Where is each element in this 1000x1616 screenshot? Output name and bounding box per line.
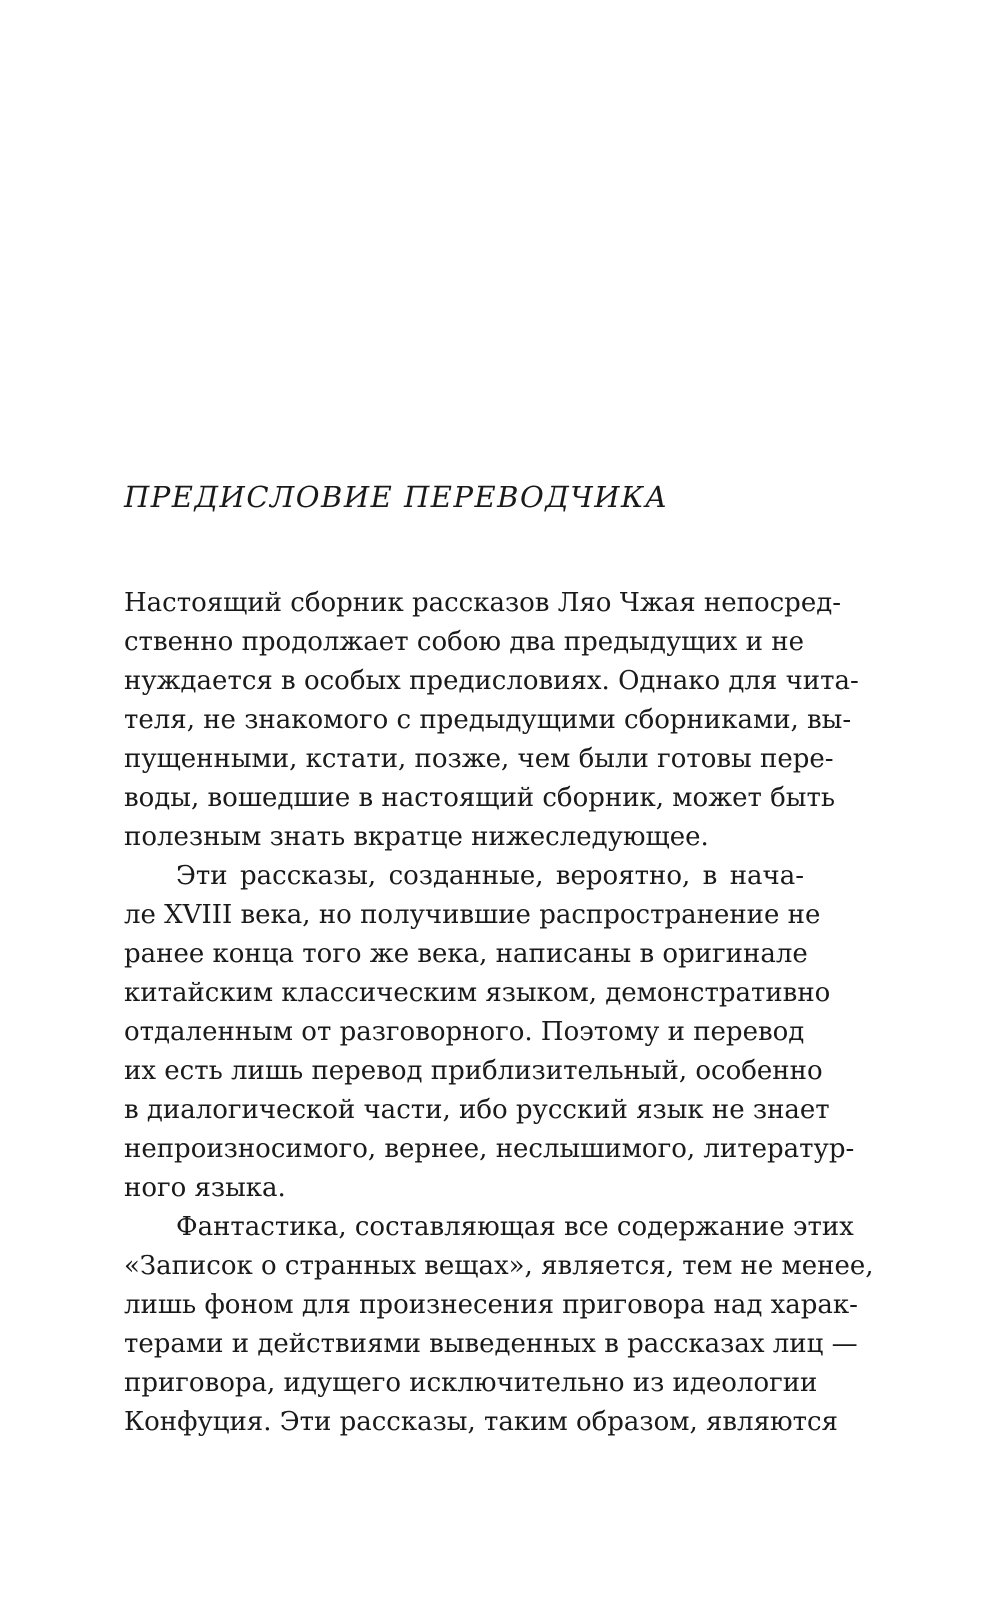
chapter-heading: ПРЕДИСЛОВИЕ ПЕРЕВОДЧИКА [124, 480, 669, 514]
text-line: Фантастика, составляющая все содержание этих [176, 1212, 854, 1242]
body-text [124, 584, 874, 1442]
text-line: Эти рассказы, созданные, вероятно, в нача- [176, 861, 804, 891]
text-line: ственно продолжает собою два предыдущих и не [124, 627, 804, 657]
text-line: непроизносимого, вернее, неслышимого, литератур- [124, 1134, 855, 1164]
text-line: Конфуция. Эти рассказы, таким образом, являются [124, 1407, 838, 1437]
text-line: отдаленным от разговорного. Поэтому и перевод [124, 1017, 805, 1047]
text-line: приговора, идущего исключительно из идеологии [124, 1368, 818, 1398]
text-line: воды, вошедшие в настоящий сборник, может быть [124, 783, 836, 813]
text-line: теля, не знакомого с предыдущими сборниками, вы- [124, 705, 852, 735]
paragraph [124, 1208, 874, 1442]
text-line: пущенными, кстати, позже, чем были готовы пере- [124, 744, 834, 774]
text-line: нуждается в особых предисловиях. Однако для чита- [124, 666, 859, 696]
paragraph [124, 857, 855, 1208]
text-line: китайским классическим языком, демонстративно [124, 978, 831, 1008]
text-line: терами и действиями выведенных в рассказах лиц — [124, 1329, 858, 1359]
text-line: ранее конца того же века, написаны в оригинале [124, 939, 808, 969]
text-line: полезным знать вкратце нижеследующее. [124, 822, 709, 852]
text-line: ле XVIII века, но получившие распространение не [124, 900, 821, 930]
text-line: лишь фоном для произнесения приговора над харак- [124, 1290, 858, 1320]
text-line: «Записок о странных вещах», является, тем не менее, [124, 1251, 874, 1281]
paragraph [124, 584, 859, 857]
text-line: их есть лишь перевод приблизительный, особенно [124, 1056, 823, 1086]
text-line: Настоящий сборник рассказов Ляо Чжая непосред- [124, 588, 841, 618]
text-line: ного языка. [124, 1173, 286, 1203]
text-line: в диалогической части, ибо русский язык не знает [124, 1095, 830, 1125]
